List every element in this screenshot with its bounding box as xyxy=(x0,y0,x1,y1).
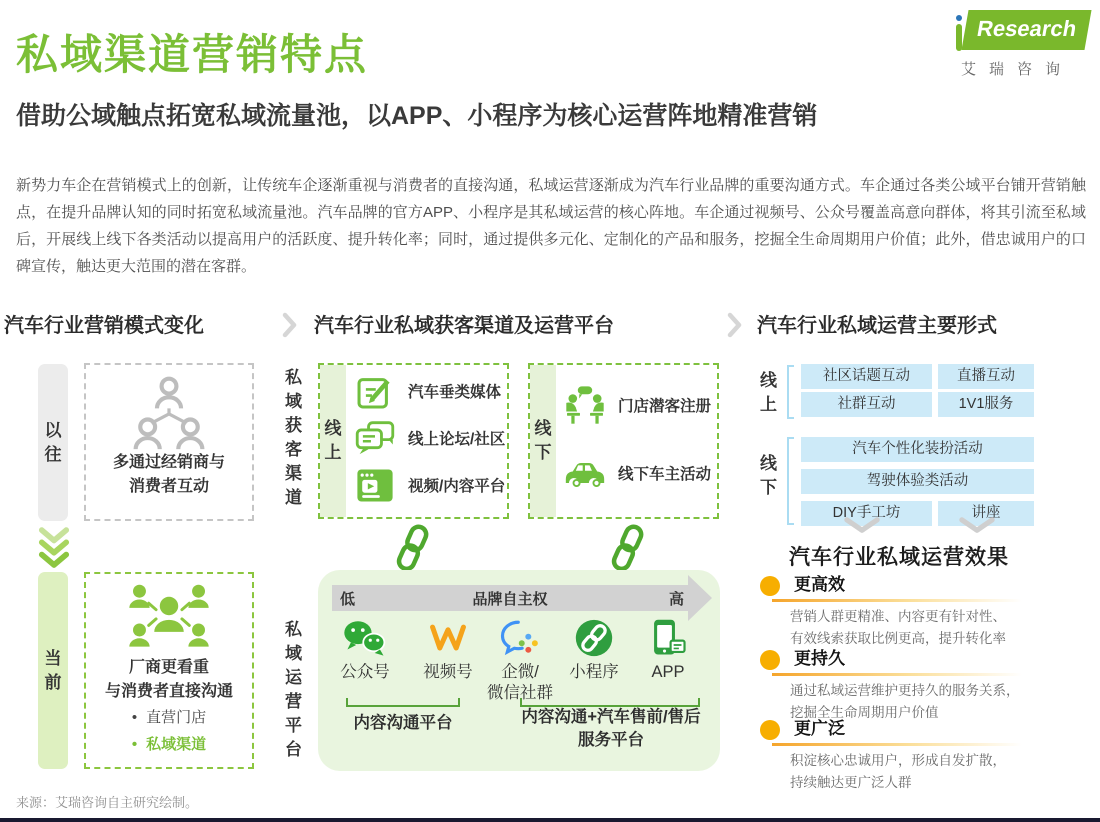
offline-bracket xyxy=(787,437,794,525)
online-channel-box xyxy=(318,363,509,519)
page-title: 私域渠道营销特点 xyxy=(16,31,369,78)
service-platform-label: 内容沟通+汽车售前/售后 服务平台 xyxy=(521,708,701,749)
offline-pill-lecture: 讲座 xyxy=(938,501,1034,526)
online-item-label: 汽车垂类媒体 xyxy=(408,384,502,401)
direct-communication-icon xyxy=(86,580,252,656)
online-item-label: 线上论坛/社区 xyxy=(408,431,506,448)
platform-app: APP xyxy=(625,614,711,683)
past-box xyxy=(84,363,254,521)
bullet-private-channel: • 私域渠道 xyxy=(86,731,252,758)
platform-wecom-community: 企微/ 微信社群 xyxy=(477,614,563,704)
effect-dot-icon xyxy=(760,576,780,596)
past-stage-bar xyxy=(38,364,68,521)
wechat-icon xyxy=(322,614,408,662)
section-title-marketing-model: 汽车行业营销模式变化 xyxy=(4,315,204,337)
current-box xyxy=(84,572,254,769)
online-pill-group: 社群互动 xyxy=(801,392,932,417)
effects-title: 汽车行业私域运营效果 xyxy=(789,546,1009,569)
logo-wordmark: Research xyxy=(961,10,1091,50)
car-activity-icon xyxy=(562,457,608,489)
forum-community-icon xyxy=(352,419,398,457)
dealer-network-icon xyxy=(86,375,252,451)
bottom-border xyxy=(0,818,1100,822)
effect-dot-icon xyxy=(760,650,780,670)
platform-side-label: 私域运营平台 xyxy=(285,620,302,759)
section-title-channels-platform: 汽车行业私域获客渠道及运营平台 xyxy=(314,315,614,337)
effect-dot-icon xyxy=(760,720,780,740)
current-stage-bar xyxy=(38,572,68,769)
offline-item-label: 门店潜客注册 xyxy=(618,398,712,415)
effect-breadth: 更广泛 积淀核心忠诚用户，形成自发扩散， 持续触达更广泛人群 xyxy=(756,717,1066,741)
online-pill-1v1: 1V1服务 xyxy=(938,392,1034,417)
chain-link-icon xyxy=(395,523,431,573)
past-caption-line1: 多通过经销商与 xyxy=(112,454,225,471)
mobile-app-icon xyxy=(625,614,711,662)
section-title-operation-forms: 汽车行业私域运营主要形式 xyxy=(757,315,997,337)
bullet-dot: • xyxy=(131,736,138,753)
chevron-down-icon xyxy=(958,517,996,534)
platform-panel xyxy=(318,570,720,771)
vertical-media-icon xyxy=(352,371,398,411)
effect-durability: 更持久 通过私域运营维护更持久的服务关系， 挖掘全生命周期用户价值 xyxy=(756,647,1066,671)
acquisition-side-label: 私域获客渠道 xyxy=(285,368,302,507)
online-strip: 线上 xyxy=(320,365,346,517)
effect-underline xyxy=(772,673,1022,676)
offline-pill-decoration: 汽车个性化装扮活动 xyxy=(801,437,1034,462)
bullet-dot: • xyxy=(131,709,138,726)
store-registration-icon xyxy=(562,383,608,427)
offline-channel-box xyxy=(528,363,719,519)
chevron-down-icon xyxy=(843,517,881,534)
offline-pill-diy: DIY手工坊 xyxy=(801,501,932,526)
logo-chinese-name: 艾瑞咨询 xyxy=(961,61,1074,78)
triple-chevron-down-icon xyxy=(38,526,70,570)
current-caption-line1: 厂商更看重 xyxy=(128,659,209,676)
axis-title: 品牌自主权 xyxy=(472,590,548,608)
effect-efficiency: 更高效 营销人群更精准、内容更有针对性、 有效线索获取比例更高，提升转化率 xyxy=(756,573,1066,597)
intro-paragraph: 新势力车企在营销模式上的创新，让传统车企逐渐重视与消费者的直接沟通，私域运营逐渐成为汽车行业品牌的重要沟通方式。车企通过各类公域平台铺开营销触点，在提升品牌认知的同时拓宽私域流量池。汽车品牌的官方APP、小程序是其私域运营的核心阵地。车企通过视频号、公众号覆盖高意向群体，将其引流至私域后，开展线上线下各类活动以提高用户的活跃度、提升转化率；同时，通过提供多元化、定制化的产品和服务，挖掘全生命周期用户价值；此外，借忠诚用户的口碑宣传，触达更大范围的潜在客群。 xyxy=(16,177,1086,275)
group1-bracket xyxy=(346,698,460,707)
forms-online-label: 线上 xyxy=(760,371,777,414)
platform-official-account: 公众号 xyxy=(322,614,408,683)
source-note: 来源：艾瑞咨询自主研究绘制。 xyxy=(16,795,199,810)
section-chevron-icon xyxy=(282,312,298,338)
page-subtitle: 借助公域触点拓宽私域流量池，以APP、小程序为核心运营阵地精准营销 xyxy=(16,102,818,130)
platform-miniprogram: 小程序 xyxy=(551,614,637,683)
content-platform-label: 内容沟通平台 xyxy=(353,714,453,732)
platform-channels: 视频号 xyxy=(405,614,491,683)
bullet-direct-store: • 直营门店 xyxy=(86,704,252,731)
brand-autonomy-axis xyxy=(332,585,688,611)
past-caption-line2: 消费者互动 xyxy=(128,478,209,495)
video-platform-icon xyxy=(352,467,398,504)
axis-high-label: 高 xyxy=(668,590,684,608)
forms-offline-label: 线下 xyxy=(760,454,777,497)
online-pill-livestream: 直播互动 xyxy=(938,364,1034,389)
offline-item-label: 线下车主活动 xyxy=(618,466,712,483)
chain-link-icon xyxy=(610,523,646,573)
offline-strip: 线下 xyxy=(530,365,556,517)
effect-underline xyxy=(772,599,1022,602)
offline-pill-driving: 驾驶体验类活动 xyxy=(801,469,1034,494)
online-pill-community-topic: 社区话题互动 xyxy=(801,364,932,389)
axis-low-label: 低 xyxy=(340,590,356,608)
effect-underline xyxy=(772,743,1022,746)
online-bracket xyxy=(787,365,794,419)
current-label: 当前 xyxy=(44,648,62,692)
past-label: 以往 xyxy=(44,420,62,464)
section-chevron-icon xyxy=(727,312,743,338)
iresearch-logo xyxy=(955,10,1095,79)
online-item-label: 视频/内容平台 xyxy=(408,478,506,495)
current-caption-line2: 与消费者直接沟通 xyxy=(104,683,233,700)
